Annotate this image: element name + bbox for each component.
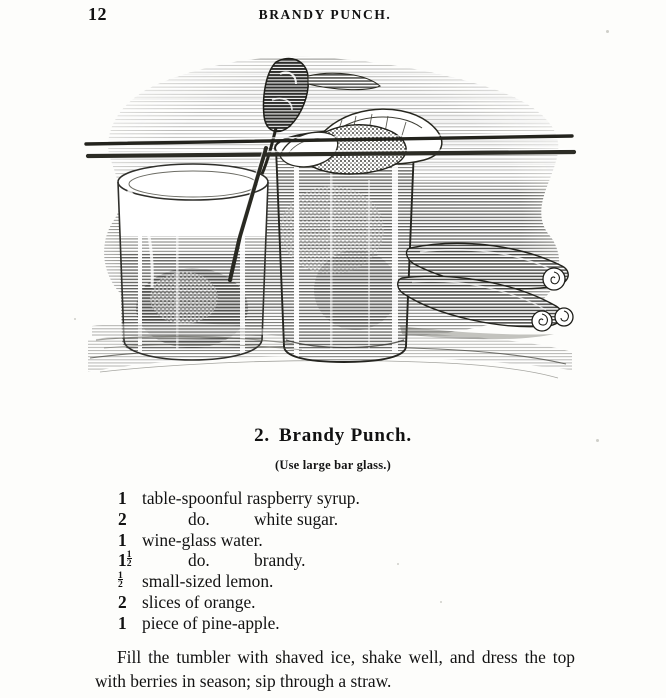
list-item xyxy=(118,530,588,551)
ingredient-unit: wine-glass xyxy=(142,529,217,550)
ingredient-unit: piece of xyxy=(142,612,198,633)
ingredient-quantity: 2 xyxy=(118,508,127,529)
page-number: 12 xyxy=(88,4,107,24)
fraction-one-half: $\frac{1}{2}$ xyxy=(126,548,132,570)
ingredient-name: white sugar. xyxy=(254,508,339,529)
engraving-svg xyxy=(80,40,580,415)
ingredient-unit: do. xyxy=(188,508,210,529)
list-item xyxy=(118,592,588,613)
ingredient-quantity: 1 xyxy=(118,529,127,550)
ingredient-quantity xyxy=(118,571,142,592)
ingredient-quantity: 1 xyxy=(118,612,127,633)
ingredient-quantity: 2 xyxy=(118,591,127,612)
list-item xyxy=(118,488,588,509)
scan-speck xyxy=(74,318,76,320)
recipe-title xyxy=(0,425,666,447)
ingredient-unit: table-spoonful xyxy=(142,488,243,508)
ingredient-name: orange. xyxy=(203,591,256,612)
list-item xyxy=(118,550,588,571)
ingredient-quantity: 1 $\frac{1}{2}$ xyxy=(118,548,132,571)
recipe-number: 2. xyxy=(254,425,270,446)
instructions-text: Fill the tumbler with shaved ice, shake well, and dress the top with berries in season; sip through a straw. xyxy=(95,647,575,691)
list-item xyxy=(118,613,588,634)
illustration-engraving xyxy=(80,40,580,415)
ingredient-name: pine-apple. xyxy=(201,612,280,633)
ingredient-name: water. xyxy=(220,529,263,550)
ingredient-unit: do. xyxy=(188,550,210,571)
running-head-title: BRANDY PUNCH. xyxy=(258,7,392,22)
scan-speck xyxy=(606,30,609,33)
ingredient-list xyxy=(118,488,588,634)
ingredient-quantity: 1 xyxy=(118,488,127,508)
ingredient-unit: slices of xyxy=(142,591,200,612)
list-item xyxy=(118,509,588,530)
recipe-instructions xyxy=(95,645,575,693)
ingredient-name: lemon. xyxy=(225,571,274,592)
ingredient-unit: small-sized xyxy=(142,571,222,592)
running-head xyxy=(0,4,666,26)
ingredient-name: raspberry syrup. xyxy=(246,488,360,508)
ingredient-name: brandy. xyxy=(254,550,306,571)
fraction-one-half: $\frac{1}{2}$ xyxy=(118,569,123,591)
recipe-name: Brandy Punch. xyxy=(278,425,412,446)
list-item xyxy=(118,571,588,592)
recipe-subtitle: (Use large bar glass.) xyxy=(275,458,391,472)
